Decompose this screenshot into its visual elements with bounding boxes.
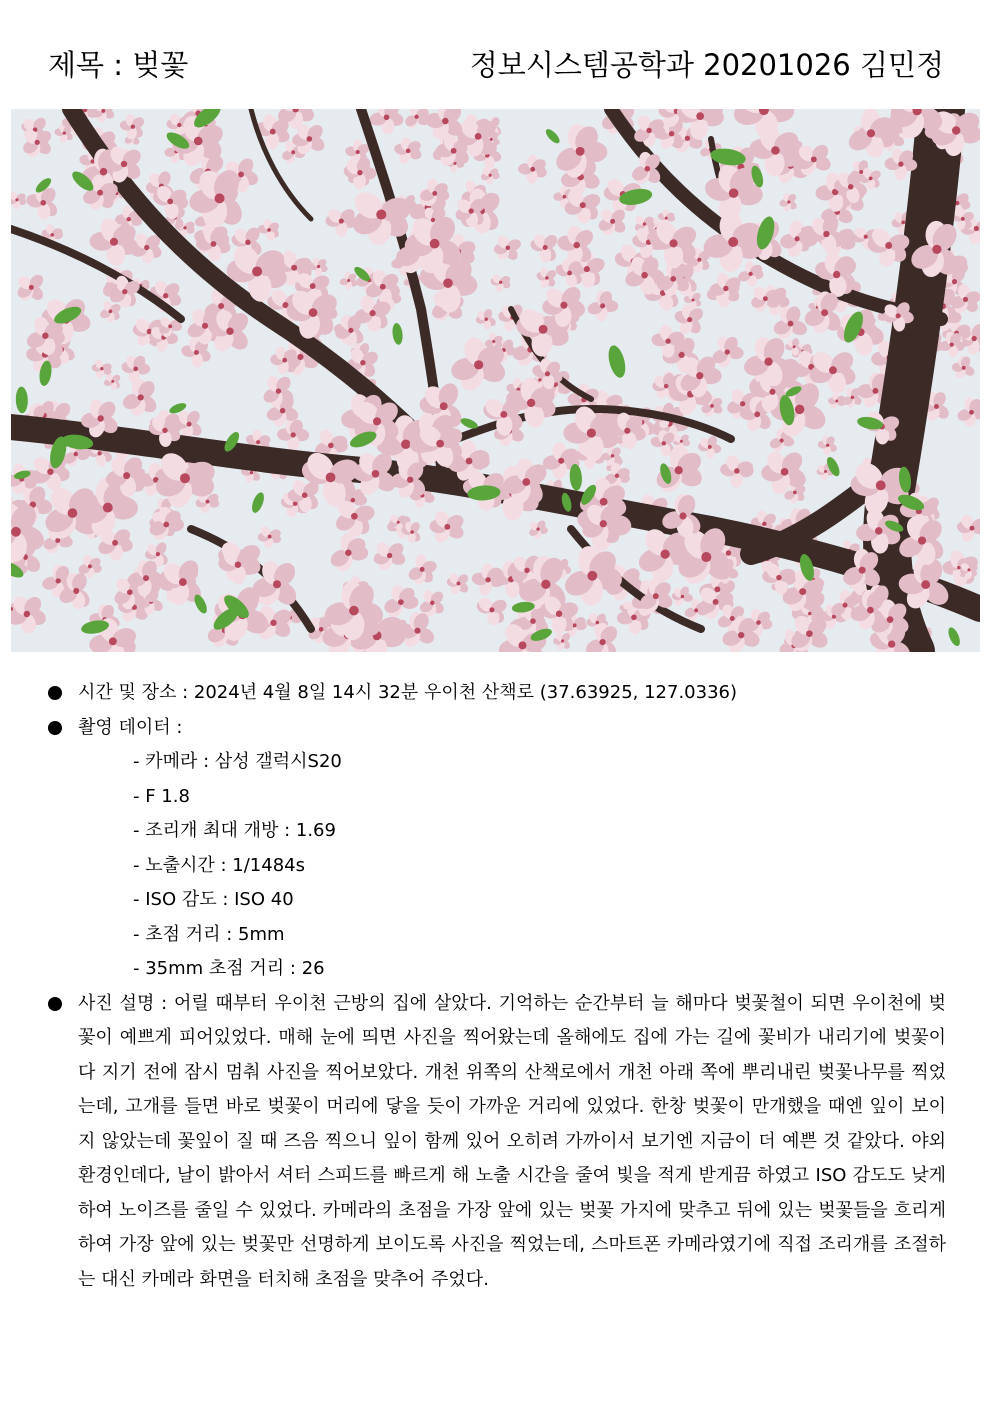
shooting-data-item	[48, 711, 946, 746]
document-title: 제목 : 벚꽃	[48, 48, 189, 82]
shooting-data-heading: 촬영 데이터 :	[78, 716, 183, 738]
shooting-data-35mm-focal: - 35mm 초점 거리 : 26	[133, 958, 325, 979]
bullet-icon	[48, 721, 62, 735]
document-body	[48, 676, 946, 1297]
shooting-data-exposure: - 노출시간 : 1/1484s	[133, 854, 305, 876]
shooting-data-camera: - 카메라 : 삼성 갤럭시S20	[133, 751, 342, 772]
shooting-data-f-number: - F 1.8	[133, 785, 190, 807]
shooting-data-focal-length: - 초점 거리 : 5mm	[133, 923, 285, 945]
time-place-item	[48, 676, 946, 711]
photo-description-text: 사진 설명 : 어릴 때부터 우이천 근방의 집에 살았다. 기억하는 순간부터 늘 해마다 벚꽃철이 되면 우이천에 벚꽃이 예쁘게 피어있었다. 매해 눈에 띄면 사진을 찍어왔는데 올해에도 집에 가는 길에 꽃비가 내리기에 벚꽃이 다 지기 전에 잠시 멈춰 사진을 찍어보았다. 개천 위쪽의 산책로에서 개천 아래 쪽에 뿌리내린 벚꽃나무를 찍었는데, 고개를 들면 바로 벚꽃이 머리에 닿을 듯이 가까운 거리에 있었다. 한창 벚꽃이 만개했을 때엔 잎이 보이지 않았는데 꽃잎이 질 때 즈음 찍으니 잎이 함께 있어 오히려 가까이서 보기엔 지금이 더 예쁜 것 같았다. 야외 환경인데다, 날이 밝아서 셔터 스피드를 빠르게 해 노출 시간을 줄여 빛을 적게 받게끔 하였고 ISO 감도도 낮게 하여 노이즈를 줄일 수 있었다. 카메라의 초점을 가장 앞에 있는 벚꽃 가지에 맞추고 뒤에 있는 벚꽃들을 흐리게 하여 가장 앞에 있는 벚꽃만 선명하게 보이도록 사진을 찍었는데, 스마트폰 카메라였기에 직접 조리개를 조절하는 대신 카메라 화면을 터치해 초점을 맞추어 주었다.	[78, 992, 946, 1290]
shooting-data-iso: - ISO 감도 : ISO 40	[133, 889, 294, 910]
cherry-blossom-photo	[11, 109, 980, 652]
shooting-data-max-aperture: - 조리개 최대 개방 : 1.69	[133, 820, 336, 841]
author-info: 정보시스템공학과 20201026 김민정	[469, 48, 944, 82]
cherry-blossom-illustration	[11, 109, 980, 652]
shooting-data-list	[48, 745, 946, 987]
bullet-icon	[48, 997, 62, 1011]
photo-description-item	[48, 987, 946, 1298]
bullet-icon	[48, 686, 62, 700]
document-header	[48, 40, 944, 90]
time-place-text: 시간 및 장소 : 2024년 4월 8일 14시 32분 우이천 산책로 (37.63925, 127.0336)	[78, 682, 737, 703]
